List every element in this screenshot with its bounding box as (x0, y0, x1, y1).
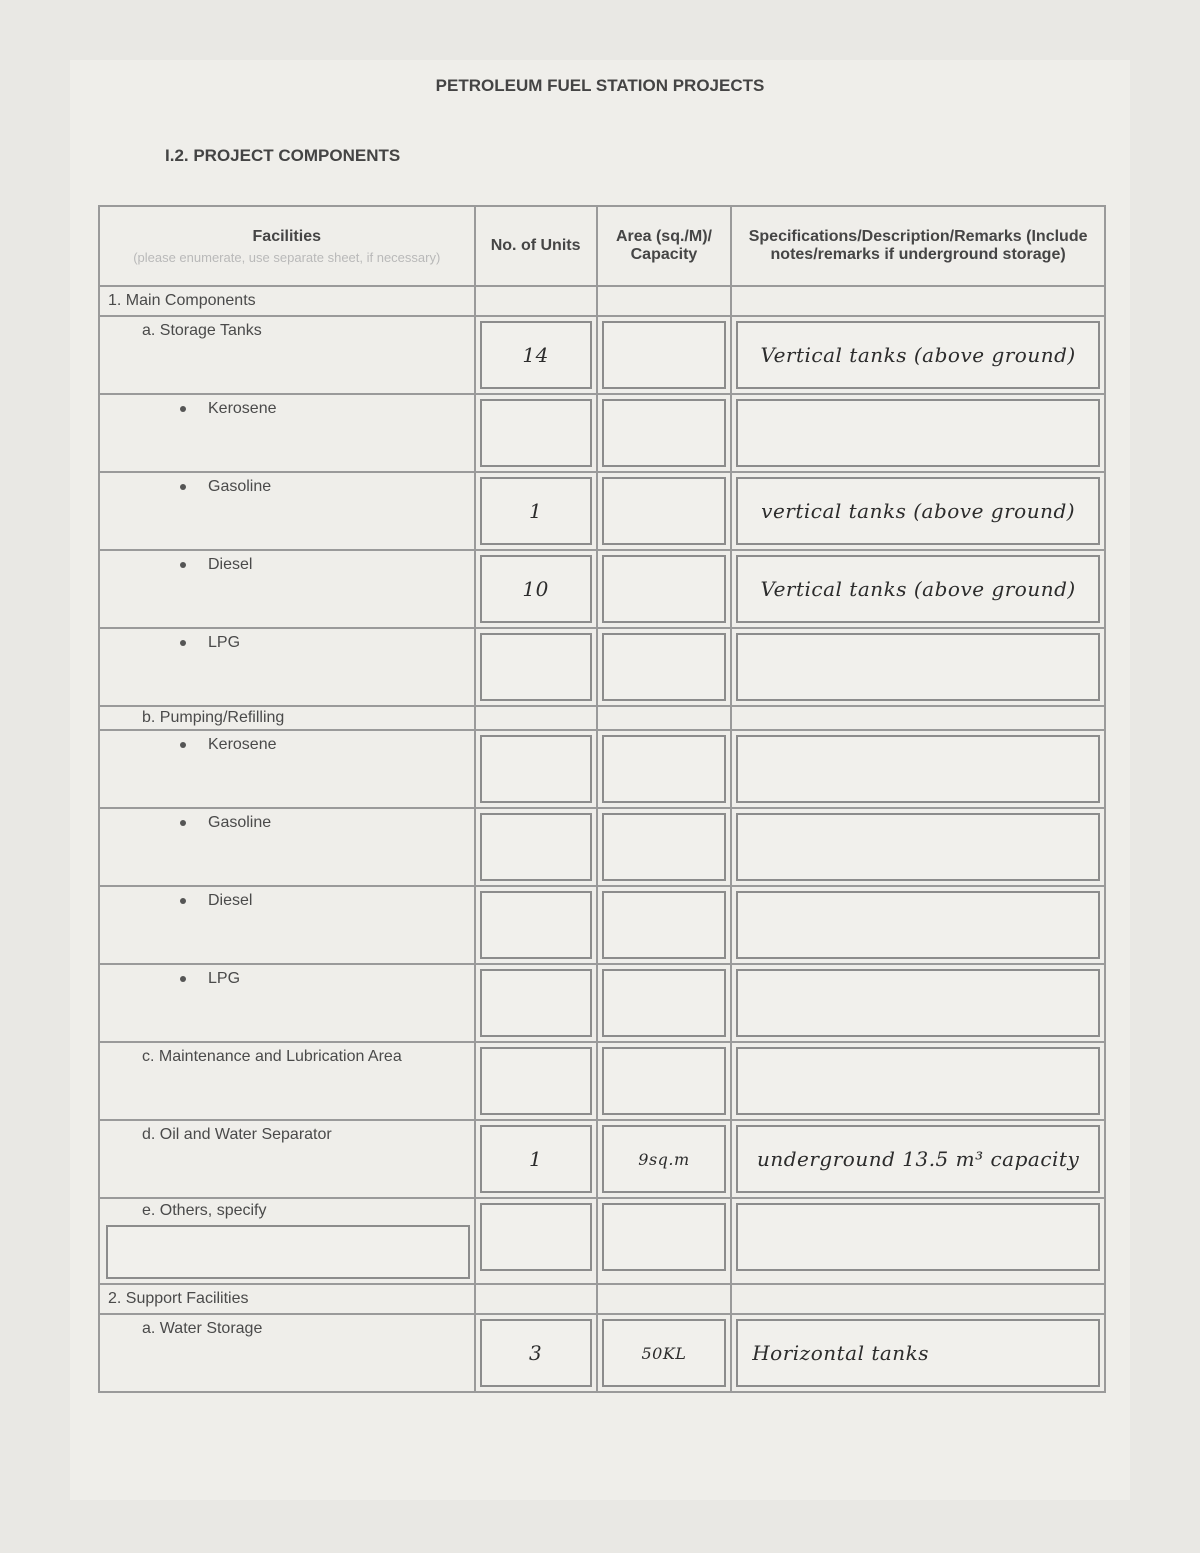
others-label: e. Others, specify (142, 1202, 267, 1219)
storage-gasoline-area-field[interactable] (602, 477, 727, 545)
section-title: I.2. PROJECT COMPONENTS (165, 146, 401, 165)
maintenance-label: c. Maintenance and Lubrication Area (142, 1048, 402, 1065)
row-pump-diesel (99, 886, 1105, 964)
document-title: PETROLEUM FUEL STATION PROJECTS (435, 76, 765, 95)
row-pump-lpg (99, 964, 1105, 1042)
storage-tanks-spec-field[interactable]: Vertical tanks (above ground) (736, 321, 1100, 389)
storage-tanks-label: a. Storage Tanks (142, 322, 262, 339)
row-maintenance (99, 1042, 1105, 1120)
project-components-table (98, 205, 1106, 1393)
storage-lpg-label: LPG (208, 634, 241, 651)
row-main-components (99, 286, 1105, 316)
header-facilities-note: (please enumerate, use separate sheet, if necessary) (133, 249, 441, 265)
water-storage-label: a. Water Storage (142, 1320, 263, 1337)
separator-label: d. Oil and Water Separator (142, 1126, 332, 1143)
pump-gasoline-label: Gasoline (208, 814, 272, 831)
water-storage-spec-field[interactable]: Horizontal tanks (736, 1319, 1100, 1387)
row-support-facilities (99, 1284, 1105, 1314)
pump-gasoline-area-field[interactable] (602, 813, 727, 881)
storage-diesel-area-field[interactable] (602, 555, 727, 623)
pump-diesel-label: Diesel (208, 892, 253, 909)
row-oil-water-separator (99, 1120, 1105, 1198)
storage-diesel-units-field[interactable]: 10 (480, 555, 592, 623)
storage-kerosene-spec-field[interactable] (736, 399, 1100, 467)
bullet-icon (180, 640, 186, 646)
header-spec: Specifications/Description/Remarks (Include notes/remarks if underground storage) (731, 206, 1105, 286)
separator-area-field[interactable]: 9sq.m (602, 1125, 727, 1193)
row-pumping-refilling (99, 706, 1105, 730)
bullet-icon (180, 406, 186, 412)
bullet-icon (180, 742, 186, 748)
main-components-label: 1. Main Components (108, 292, 256, 309)
storage-kerosene-area-field[interactable] (602, 399, 727, 467)
others-spec-field[interactable] (736, 1203, 1100, 1271)
row-pump-gasoline (99, 808, 1105, 886)
row-storage-diesel (99, 550, 1105, 628)
maintenance-area-field[interactable] (602, 1047, 727, 1115)
pumping-label: b. Pumping/Refilling (142, 709, 285, 726)
storage-gasoline-spec-field[interactable]: vertical tanks (above ground) (736, 477, 1100, 545)
row-storage-gasoline (99, 472, 1105, 550)
storage-lpg-area-field[interactable] (602, 633, 727, 701)
row-storage-kerosene (99, 394, 1105, 472)
row-pump-kerosene (99, 730, 1105, 808)
storage-lpg-spec-field[interactable] (736, 633, 1100, 701)
water-storage-area-field[interactable]: 50KL (602, 1319, 727, 1387)
row-others (99, 1198, 1105, 1284)
pump-diesel-area-field[interactable] (602, 891, 727, 959)
separator-units-field[interactable]: 1 (480, 1125, 592, 1193)
pump-lpg-units-field[interactable] (480, 969, 592, 1037)
bullet-icon (180, 898, 186, 904)
storage-gasoline-label: Gasoline (208, 478, 272, 495)
row-water-storage (99, 1314, 1105, 1392)
pump-lpg-spec-field[interactable] (736, 969, 1100, 1037)
storage-kerosene-label: Kerosene (208, 400, 277, 417)
row-storage-lpg (99, 628, 1105, 706)
header-area: Area (sq./M)/ Capacity (597, 206, 732, 286)
pump-kerosene-label: Kerosene (208, 736, 277, 753)
bullet-icon (180, 976, 186, 982)
pump-lpg-area-field[interactable] (602, 969, 727, 1037)
pump-kerosene-units-field[interactable] (480, 735, 592, 803)
water-storage-units-field[interactable]: 3 (480, 1319, 592, 1387)
pump-gasoline-spec-field[interactable] (736, 813, 1100, 881)
header-units: No. of Units (475, 206, 597, 286)
maintenance-units-field[interactable] (480, 1047, 592, 1115)
pump-kerosene-area-field[interactable] (602, 735, 727, 803)
storage-gasoline-units-field[interactable]: 1 (480, 477, 592, 545)
storage-lpg-units-field[interactable] (480, 633, 592, 701)
storage-tanks-area-field[interactable] (602, 321, 727, 389)
maintenance-spec-field[interactable] (736, 1047, 1100, 1115)
support-facilities-label: 2. Support Facilities (108, 1290, 249, 1307)
pump-kerosene-spec-field[interactable] (736, 735, 1100, 803)
pump-diesel-spec-field[interactable] (736, 891, 1100, 959)
pump-diesel-units-field[interactable] (480, 891, 592, 959)
table-header-row (99, 206, 1105, 286)
header-facilities-label: Facilities (252, 227, 321, 245)
row-storage-tanks (99, 316, 1105, 394)
pump-gasoline-units-field[interactable] (480, 813, 592, 881)
bullet-icon (180, 820, 186, 826)
storage-kerosene-units-field[interactable] (480, 399, 592, 467)
others-specify-field[interactable] (106, 1225, 470, 1279)
header-facilities (99, 206, 475, 286)
separator-spec-field[interactable]: underground 13.5 m³ capacity (736, 1125, 1100, 1193)
others-area-field[interactable] (602, 1203, 727, 1271)
storage-tanks-units-field[interactable]: 14 (480, 321, 592, 389)
pump-lpg-label: LPG (208, 970, 241, 987)
others-units-field[interactable] (480, 1203, 592, 1271)
bullet-icon (180, 484, 186, 490)
storage-diesel-spec-field[interactable]: Vertical tanks (above ground) (736, 555, 1100, 623)
bullet-icon (180, 562, 186, 568)
storage-diesel-label: Diesel (208, 556, 253, 573)
